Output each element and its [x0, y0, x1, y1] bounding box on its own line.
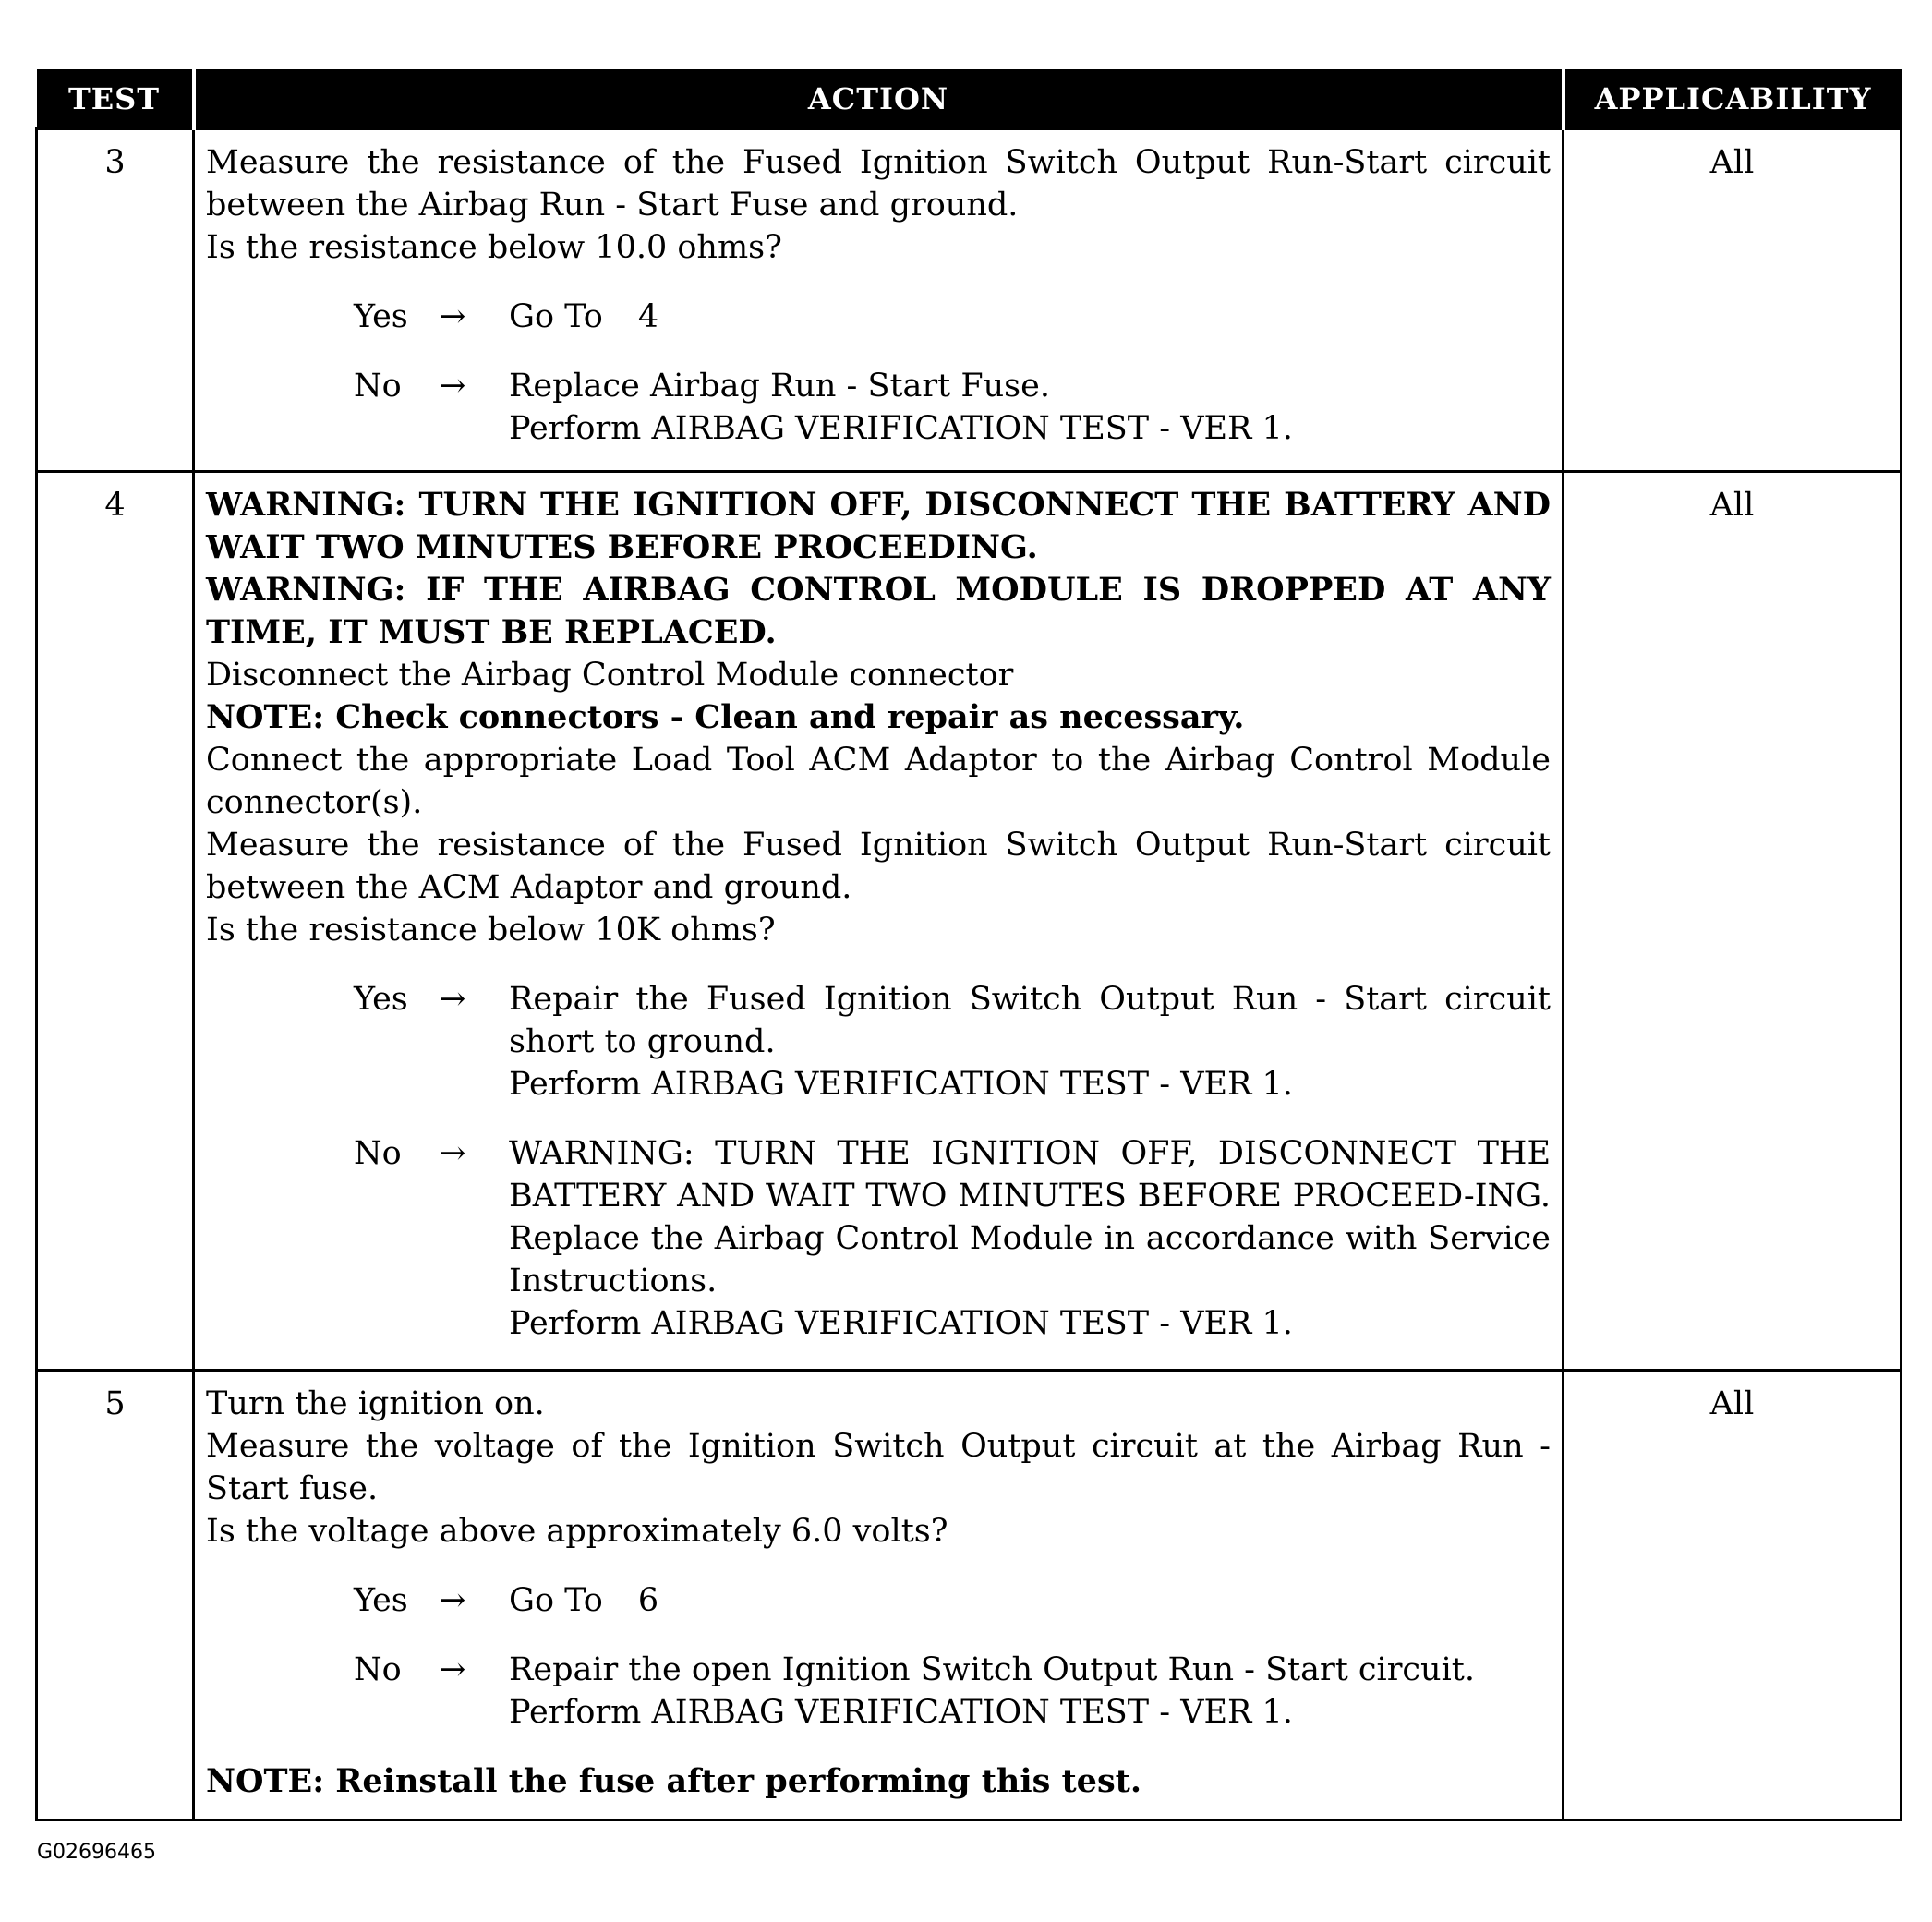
no-result-line: Perform AIRBAG VERIFICATION TEST - VER 1.: [509, 1694, 1293, 1731]
yes-result: [509, 1579, 1551, 1622]
action-text: Measure the resistance of the Fused Ignition Switch Output Run-Start circuit between the Airbag Run - Start Fuse and ground.: [206, 144, 1551, 224]
diagnostic-test-table: [35, 69, 1902, 1821]
header-test: TEST: [37, 69, 194, 129]
right-arrow-icon: →: [439, 298, 466, 335]
right-arrow-icon: →: [439, 981, 466, 1018]
action-text: Measure the resistance of the Fused Ignition Switch Output Run-Start circuit between the ACM Adaptor and ground.: [206, 827, 1551, 906]
figure-id: G02696465: [37, 1841, 157, 1864]
yes-branch: [206, 978, 1551, 1106]
action-cell: [194, 472, 1564, 1371]
right-arrow-icon: →: [439, 1135, 466, 1172]
goto-target: 4: [637, 298, 659, 335]
yes-result: [509, 978, 1551, 1106]
test-number: 5: [37, 1371, 194, 1820]
no-branch: [206, 1649, 1551, 1734]
goto-target: 6: [637, 1582, 659, 1619]
right-arrow-icon: →: [439, 368, 466, 405]
no-result: [509, 365, 1551, 450]
action-question: Is the voltage above approximately 6.0 volts?: [206, 1513, 948, 1550]
right-arrow-icon: →: [439, 1651, 466, 1688]
no-result-line: Replace Airbag Run - Start Fuse.: [509, 368, 1050, 405]
table-row: [37, 129, 1902, 472]
no-label: No: [354, 368, 402, 405]
warning-text: WARNING: IF THE AIRBAG CONTROL MODULE IS DROPPED AT ANY TIME, IT MUST BE REPLACED.: [206, 571, 1551, 651]
note-text: NOTE: Reinstall the fuse after performing this test.: [206, 1762, 1142, 1800]
action-text: Measure the voltage of the Ignition Switch Output circuit at the Airbag Run - Start fuse.: [206, 1428, 1551, 1507]
table-row: [37, 1371, 1902, 1820]
yes-label: Yes: [354, 298, 408, 335]
action-text: Turn the ignition on.: [206, 1385, 545, 1422]
no-result-line: Perform AIRBAG VERIFICATION TEST - VER 1.: [509, 410, 1293, 447]
yes-label: Yes: [354, 1582, 408, 1619]
no-result: [509, 1132, 1551, 1345]
action-question: Is the resistance below 10.0 ohms?: [206, 229, 782, 266]
applicability-value: All: [1564, 1371, 1902, 1820]
test-number: 4: [37, 472, 194, 1371]
yes-branch: [206, 296, 1551, 338]
yes-branch: [206, 1579, 1551, 1622]
table-header-row: [37, 69, 1902, 129]
no-label: No: [354, 1135, 402, 1172]
no-result-line: WARNING: TURN THE IGNITION OFF, DISCONNECT THE BATTERY AND WAIT TWO MINUTES BEFORE PROCEED-ING. Replace the Airbag Control Module in accordance with Service Instructions.: [509, 1135, 1551, 1299]
warning-text: WARNING: TURN THE IGNITION OFF, DISCONNECT THE BATTERY AND WAIT TWO MINUTES BEFORE PROCEEDING.: [206, 486, 1551, 566]
right-arrow-icon: →: [439, 1582, 466, 1619]
goto-text: Go To: [509, 298, 603, 335]
goto-text: Go To: [509, 1582, 603, 1619]
no-result: [509, 1649, 1551, 1734]
test-number: 3: [37, 129, 194, 472]
note-text: NOTE: Check connectors - Clean and repair as necessary.: [206, 698, 1245, 736]
header-applicability: APPLICABILITY: [1564, 69, 1902, 129]
no-branch: [206, 365, 1551, 450]
header-action: ACTION: [194, 69, 1564, 129]
applicability-value: All: [1564, 129, 1902, 472]
yes-result-line: Perform AIRBAG VERIFICATION TEST - VER 1.: [509, 1066, 1293, 1103]
action-text: Disconnect the Airbag Control Module connector: [206, 657, 1014, 694]
yes-result-line: Repair the Fused Ignition Switch Output Run - Start circuit short to ground.: [509, 981, 1551, 1060]
action-cell: [194, 1371, 1564, 1820]
action-question: Is the resistance below 10K ohms?: [206, 912, 776, 949]
action-cell: [194, 129, 1564, 472]
yes-result: [509, 296, 1551, 338]
applicability-value: All: [1564, 472, 1902, 1371]
action-text: Connect the appropriate Load Tool ACM Adaptor to the Airbag Control Module connector(s).: [206, 742, 1551, 821]
no-result-line: Perform AIRBAG VERIFICATION TEST - VER 1.: [509, 1305, 1293, 1342]
no-branch: [206, 1132, 1551, 1345]
table-row: [37, 472, 1902, 1371]
no-label: No: [354, 1651, 402, 1688]
yes-label: Yes: [354, 981, 408, 1018]
no-result-line: Repair the open Ignition Switch Output Run - Start circuit.: [509, 1651, 1475, 1688]
